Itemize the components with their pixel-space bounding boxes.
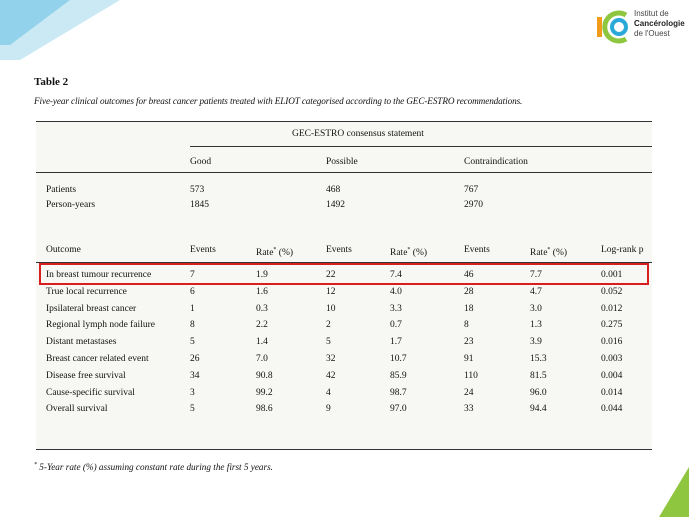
events-cell: 3: [190, 387, 195, 398]
ico-logo-mark-icon: [596, 5, 632, 45]
rate-cell: 3.9: [530, 337, 542, 348]
rate-cell: 1.9: [256, 270, 268, 280]
rate-cell: 98.7: [390, 387, 407, 398]
rate-cell: 3.3: [390, 303, 402, 314]
rate-column-header: [256, 244, 293, 259]
logrank-p-cell: 0.012: [601, 303, 623, 314]
rate-cell: 90.8: [256, 370, 273, 381]
events-cell: 5: [326, 337, 331, 348]
group-header: GEC-ESTRO consensus statement: [292, 129, 424, 139]
events-cell: 2: [326, 320, 331, 331]
logrank-p-cell: 0.052: [601, 286, 623, 297]
events-cell: 32: [326, 354, 336, 364]
group-label-possible: Possible: [326, 157, 358, 167]
table-footnote: [34, 462, 273, 472]
group-label-contraindication: Contraindication: [464, 157, 528, 167]
outcome-row-label: Overall survival: [46, 404, 108, 415]
logrank-p-cell: 0.016: [601, 337, 623, 348]
rate-cell: 94.4: [530, 404, 547, 415]
events-column-header: Events: [190, 245, 216, 255]
rate-header-mark: *: [407, 247, 411, 253]
events-cell: 8: [464, 320, 469, 331]
slide-corner-accent-icon: [649, 467, 689, 517]
outcome-column-header: Outcome: [46, 245, 81, 255]
logo-text: [634, 9, 685, 39]
rate-cell: 98.6: [256, 404, 273, 415]
footnote-text: 5-Year rate (%) assuming constant rate during the first 5 years.: [39, 462, 273, 473]
events-cell: 5: [190, 337, 195, 348]
rate-header-label: Rate: [256, 248, 274, 259]
events-cell: 26: [190, 354, 200, 364]
events-cell: 91: [464, 354, 474, 364]
logo-line-2: Cancérologie: [634, 19, 685, 28]
table-bottom-rule: [36, 449, 652, 450]
summary-value: 1492: [326, 200, 345, 210]
rate-cell: 97.0: [390, 404, 407, 415]
events-cell: 46: [464, 270, 474, 280]
outcome-row-label: In breast tumour recurrence: [46, 270, 152, 280]
events-cell: 12: [326, 286, 336, 297]
rate-cell: 7.0: [256, 354, 268, 364]
group-header-rule: [190, 146, 652, 147]
rate-cell: 1.3: [530, 320, 542, 331]
rate-cell: 3.0: [530, 303, 542, 314]
events-cell: 42: [326, 370, 336, 381]
rate-header-label: Rate: [530, 248, 548, 259]
logrank-p-cell: 0.003: [601, 354, 623, 364]
outcome-row-label: True local recurrence: [46, 286, 127, 297]
rate-column-header: [530, 244, 567, 259]
outcome-row-label: Disease free survival: [46, 370, 126, 381]
logrank-p-cell: 0.001: [601, 270, 623, 280]
events-column-header: Events: [464, 245, 490, 255]
logrank-p-cell: 0.044: [601, 404, 623, 415]
rate-header-mark: *: [273, 247, 277, 253]
footnote-mark: *: [34, 462, 37, 468]
rate-header-label: Rate: [390, 248, 408, 259]
rate-cell: 0.3: [256, 303, 268, 314]
rate-cell: 0.7: [390, 320, 402, 331]
rate-cell: 1.6: [256, 286, 268, 297]
rate-header-unit: (%): [276, 248, 294, 259]
events-cell: 23: [464, 337, 474, 348]
logo-line-1: Institut de: [634, 9, 669, 18]
summary-value: 767: [464, 185, 479, 195]
rate-cell: 4.0: [390, 286, 402, 297]
events-cell: 18: [464, 303, 474, 314]
institute-logo: [596, 5, 686, 45]
events-cell: 5: [190, 404, 195, 415]
rate-cell: 85.9: [390, 370, 407, 381]
events-cell: 1: [190, 303, 195, 314]
events-cell: 7: [190, 270, 195, 280]
rate-column-header: [390, 244, 427, 259]
logrank-p-cell: 0.014: [601, 387, 623, 398]
outcome-row-label: Cause-specific survival: [46, 387, 135, 398]
logrank-p-cell: 0.275: [601, 320, 623, 331]
rate-cell: 4.7: [530, 286, 542, 297]
events-cell: 22: [326, 270, 336, 280]
summary-label: Person-years: [46, 200, 96, 210]
summary-value: 573: [190, 185, 205, 195]
highlighted-row-box: [39, 263, 649, 285]
events-cell: 28: [464, 286, 474, 297]
events-cell: 10: [326, 303, 336, 314]
rate-cell: 10.7: [390, 354, 407, 364]
table-top-rule: [36, 121, 652, 122]
events-cell: 33: [464, 404, 474, 415]
outcome-row-label: Ipsilateral breast cancer: [46, 303, 137, 314]
outcome-row-label: Distant metastases: [46, 337, 117, 348]
table-caption: Five-year clinical outcomes for breast cancer patients treated with ELIOT categorised according to the GEC-ESTRO recommendations.: [34, 96, 523, 106]
rate-cell: 7.7: [530, 270, 542, 280]
events-column-header: Events: [326, 245, 352, 255]
groups-rule: [36, 172, 652, 173]
events-cell: 8: [190, 320, 195, 331]
logo-line-3: de l'Ouest: [634, 29, 670, 38]
group-label-good: Good: [190, 157, 212, 167]
rate-header-mark: *: [547, 247, 551, 253]
rate-cell: 81.5: [530, 370, 547, 381]
outcome-row-label: Breast cancer related event: [46, 354, 149, 364]
rate-cell: 99.2: [256, 387, 273, 398]
rate-cell: 2.2: [256, 320, 268, 331]
rate-cell: 1.7: [390, 337, 402, 348]
rate-cell: 15.3: [530, 354, 547, 364]
outcome-row-label: Regional lymph node failure: [46, 320, 155, 331]
summary-value: 468: [326, 185, 341, 195]
table-title: Table 2: [34, 76, 69, 88]
events-cell: 34: [190, 370, 200, 381]
rate-header-unit: (%): [410, 248, 428, 259]
summary-value: 2970: [464, 200, 483, 210]
logrank-p-cell: 0.004: [601, 370, 623, 381]
events-cell: 9: [326, 404, 331, 415]
events-cell: 4: [326, 387, 331, 398]
events-cell: 24: [464, 387, 474, 398]
rate-cell: 1.4: [256, 337, 268, 348]
events-cell: 6: [190, 286, 195, 297]
logrank-column-header: Log-rank p: [601, 245, 644, 255]
events-cell: 110: [464, 370, 478, 381]
rate-header-unit: (%): [550, 248, 568, 259]
slide-corner-decoration-icon: [0, 0, 120, 60]
summary-label: Patients: [46, 185, 77, 195]
summary-value: 1845: [190, 200, 209, 210]
rate-cell: 7.4: [390, 270, 402, 280]
rate-cell: 96.0: [530, 387, 547, 398]
